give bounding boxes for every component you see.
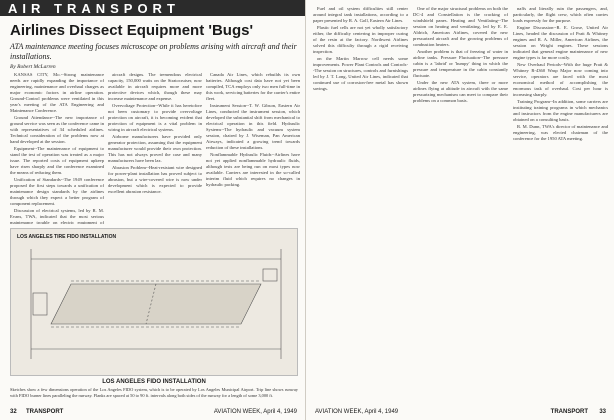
footer-section: TRANSPORT [26, 409, 64, 415]
paragraph: R. M. Dunn, TWA's director of maintenance and engineering, was elected chairman of the conference for the 1950 ATA meeting. [513, 124, 608, 141]
paragraph: Unification of Standards--The 1949 conference proposed the first steps towards a unification of maintenance design standards by the airlines through which they expect a better program of component replacement. [10, 177, 104, 206]
paragraph: aircraft designs. The tremendous electrical capacity, 150,000 watts on the Stratocruiser, now available in aircraft requires more and more protective devices which, though these may increase maintenance and expense. [108, 72, 202, 101]
paragraph: Another problem is that of freezing of water in airline tanks. Pressure Fluctuation--The pressure cabin is a 'labrid' or 'humpy' thing in which the pressure and temperature in the cabin constantly fluctuate. [413, 49, 508, 78]
paragraph: New Overhaul Periods--With the huge Pratt & Whitney R-4360 Wasp Major now coming into service, operators are faced with the most economical method of accomplishing the enormous task of overhaul. Cost per hour is increasing sharply. [513, 62, 608, 97]
paragraph: naffs and literally ruin the passengers, and, particularly, the flight crew, which often carries loads expressly for the purpose. [513, 6, 608, 23]
footer-section: TRANSPORT [550, 409, 588, 415]
deck: ATA maintenance meeting focuses microscope on problems arising with aircraft and their installations. [10, 42, 297, 61]
fido-diagram [10, 228, 298, 376]
article-column-1 [10, 72, 104, 224]
paragraph: KANSAS CITY, Mo.--Strong maintenance needs are rapidly expanding the importance of engineering, maintenance and overhaul charges as major economic factors in airline operation. Ground-Control problems were ventilated in this year's meeting of the ATA Engineering and Maintenance Conference. [10, 72, 104, 113]
headline: Airlines Dissect Equipment 'Bugs' [10, 22, 254, 39]
paragraph: on the Martin Marrow cell needs some improvements. Power Plant Controls and Controls--The session on structures, controls and furnishings led by J. T. Long, United Air Lines, indicated that continued use of corrosion-free metal has shown savings. [313, 56, 408, 91]
paragraph: Overvoltage Protection--While it has heretofore not been customary to provide overvoltage protection on aircraft, it is becoming evident that protection of equipment is a vital problem in wiring in aircraft electrical systems. [108, 103, 202, 132]
paragraph: Engine Discussion--R. E. Grose, United Air Lines, headed the discussion of Pratt & Whitney engines and R. A. Miller, American Airlines, the session on Wright engines. These sessions indicated that general engine maintenance of new engine types is far more costly. [513, 25, 608, 60]
article-column-5 [413, 6, 508, 402]
article-column-3 [206, 72, 300, 224]
paragraph: Airborne manufacturers have provided only generator protection, assuming that the equipment manufacturer would provide their own protection. This has not always proved the case and many manufacturers have been lax. [108, 134, 202, 163]
right-footer [307, 409, 614, 418]
figure-caption-title: LOS ANGELES FIDO INSTALLATION [102, 379, 206, 385]
footer-issue: AVIATION WEEK, April 4, 1949 [213, 409, 297, 415]
article-column-6 [513, 6, 608, 402]
paragraph: One of the major structural problems on both the DC-4 and Constellation is the cracking of windshield panes. Heating and Ventilating--The session on heating and ventilating, led by E. E. Aldrich, American Airlines, covered the new pressurized aircraft and the growing problems of combustion heaters. [413, 6, 508, 47]
section-title: AIR TRANSPORT [8, 1, 180, 16]
paragraph: Plastic fuel cells are not yet wholly satisfactory either, the difficulty centering in improper curing of the resin at the factory. Northwest Airlines solved this difficulty through a rigid receiving inspection. [313, 25, 408, 54]
runway-sketch [11, 229, 299, 377]
section-band [0, 0, 305, 16]
page-number: 33 [599, 409, 606, 415]
figure-caption: Sketches show a few dimensions operation of the Los Angeles FIDO system, which is to be operated by Los Angeles Municipal Airport. Trip line shows runway with FIDO burner lines paralleling the runway. Flanks are spaced at 50 to 90 ft. intervals along both sides of the runway for a length of some 3,000 ft. [10, 387, 298, 398]
paragraph: Instrument Session--T. W. Gibson, Eastern Air Lines, conducted the instrument session, which developed the substantial shift from mechanical to electrical operation in this field. Hydraulic Systems--The hydraulic and vacuum system session, chaired by J. Wiseman, Pan American Airways, indicated a growing trend towards reduction of these installations. [206, 103, 300, 150]
paragraph: Discussion of electrical systems, led by R. M. Evans, TWA, indicated that the most serious maintenance trouble on electric equipment of [10, 208, 104, 224]
article-column-2 [108, 72, 202, 224]
paragraph: Equipment--The maintenance of equipment to stand the test of operation was treated as a major issue. The reported costs of equipment upkeep have risen sharply and the conference examined the means of reducing them. [10, 146, 104, 175]
right-page [307, 0, 614, 420]
byline: By Robert McLarren [10, 64, 56, 70]
paragraph: Canada Air Lines, which rebuilds its own batteries. Although cost data have not yet been compiled, TCA employs only two men full-time in this work, servicing batteries for the carrier's entire fleet. [206, 72, 300, 101]
left-footer [0, 409, 305, 418]
page-number: 32 [10, 409, 17, 415]
left-page [0, 0, 306, 420]
paragraph: Fuel and oil system difficulties still center around integral tank installations, according to a paper presented by R. A. Goll, Eastern Air Lines. [313, 6, 408, 23]
paragraph: Nonflammable Hydraulic Fluids--Airlines have not yet applied nonflammable hydraulic fluids, although tests are being run on most types now available. Carriers are interested in the so-called interim fluid which requires no changes in hydraulic packing. [206, 152, 300, 187]
paragraph: Training Program--In addition, some carriers are instituting training programs in which mechanics and instructors from the engine manufacturers are obtained on a consulting basis. [513, 99, 608, 122]
footer-issue: AVIATION WEEK, April 4, 1949 [315, 409, 399, 415]
article-column-4 [313, 6, 408, 402]
figure-label: LOS ANGELES TIRE FIDO INSTALLATION [17, 234, 117, 240]
paragraph: Under the new ATA system, three or more airlines flying at altitude in aircraft with the same pressurizing mechanism can meet to compare their problems on a common basis. [413, 80, 508, 103]
paragraph: Abrasion Problem--Heat-resistant wire designed for power-plant installation has proved subject to abrasion, but a wire-covered wire is now under development which is expected to provide excellent abrasion resistance. [108, 165, 202, 194]
paragraph: Ground Attendance--The new importance of ground service was seen as the conference came in with representatives of 34 scheduled airlines. Technical consideration of the problems now at hand developed at the session. [10, 115, 104, 144]
